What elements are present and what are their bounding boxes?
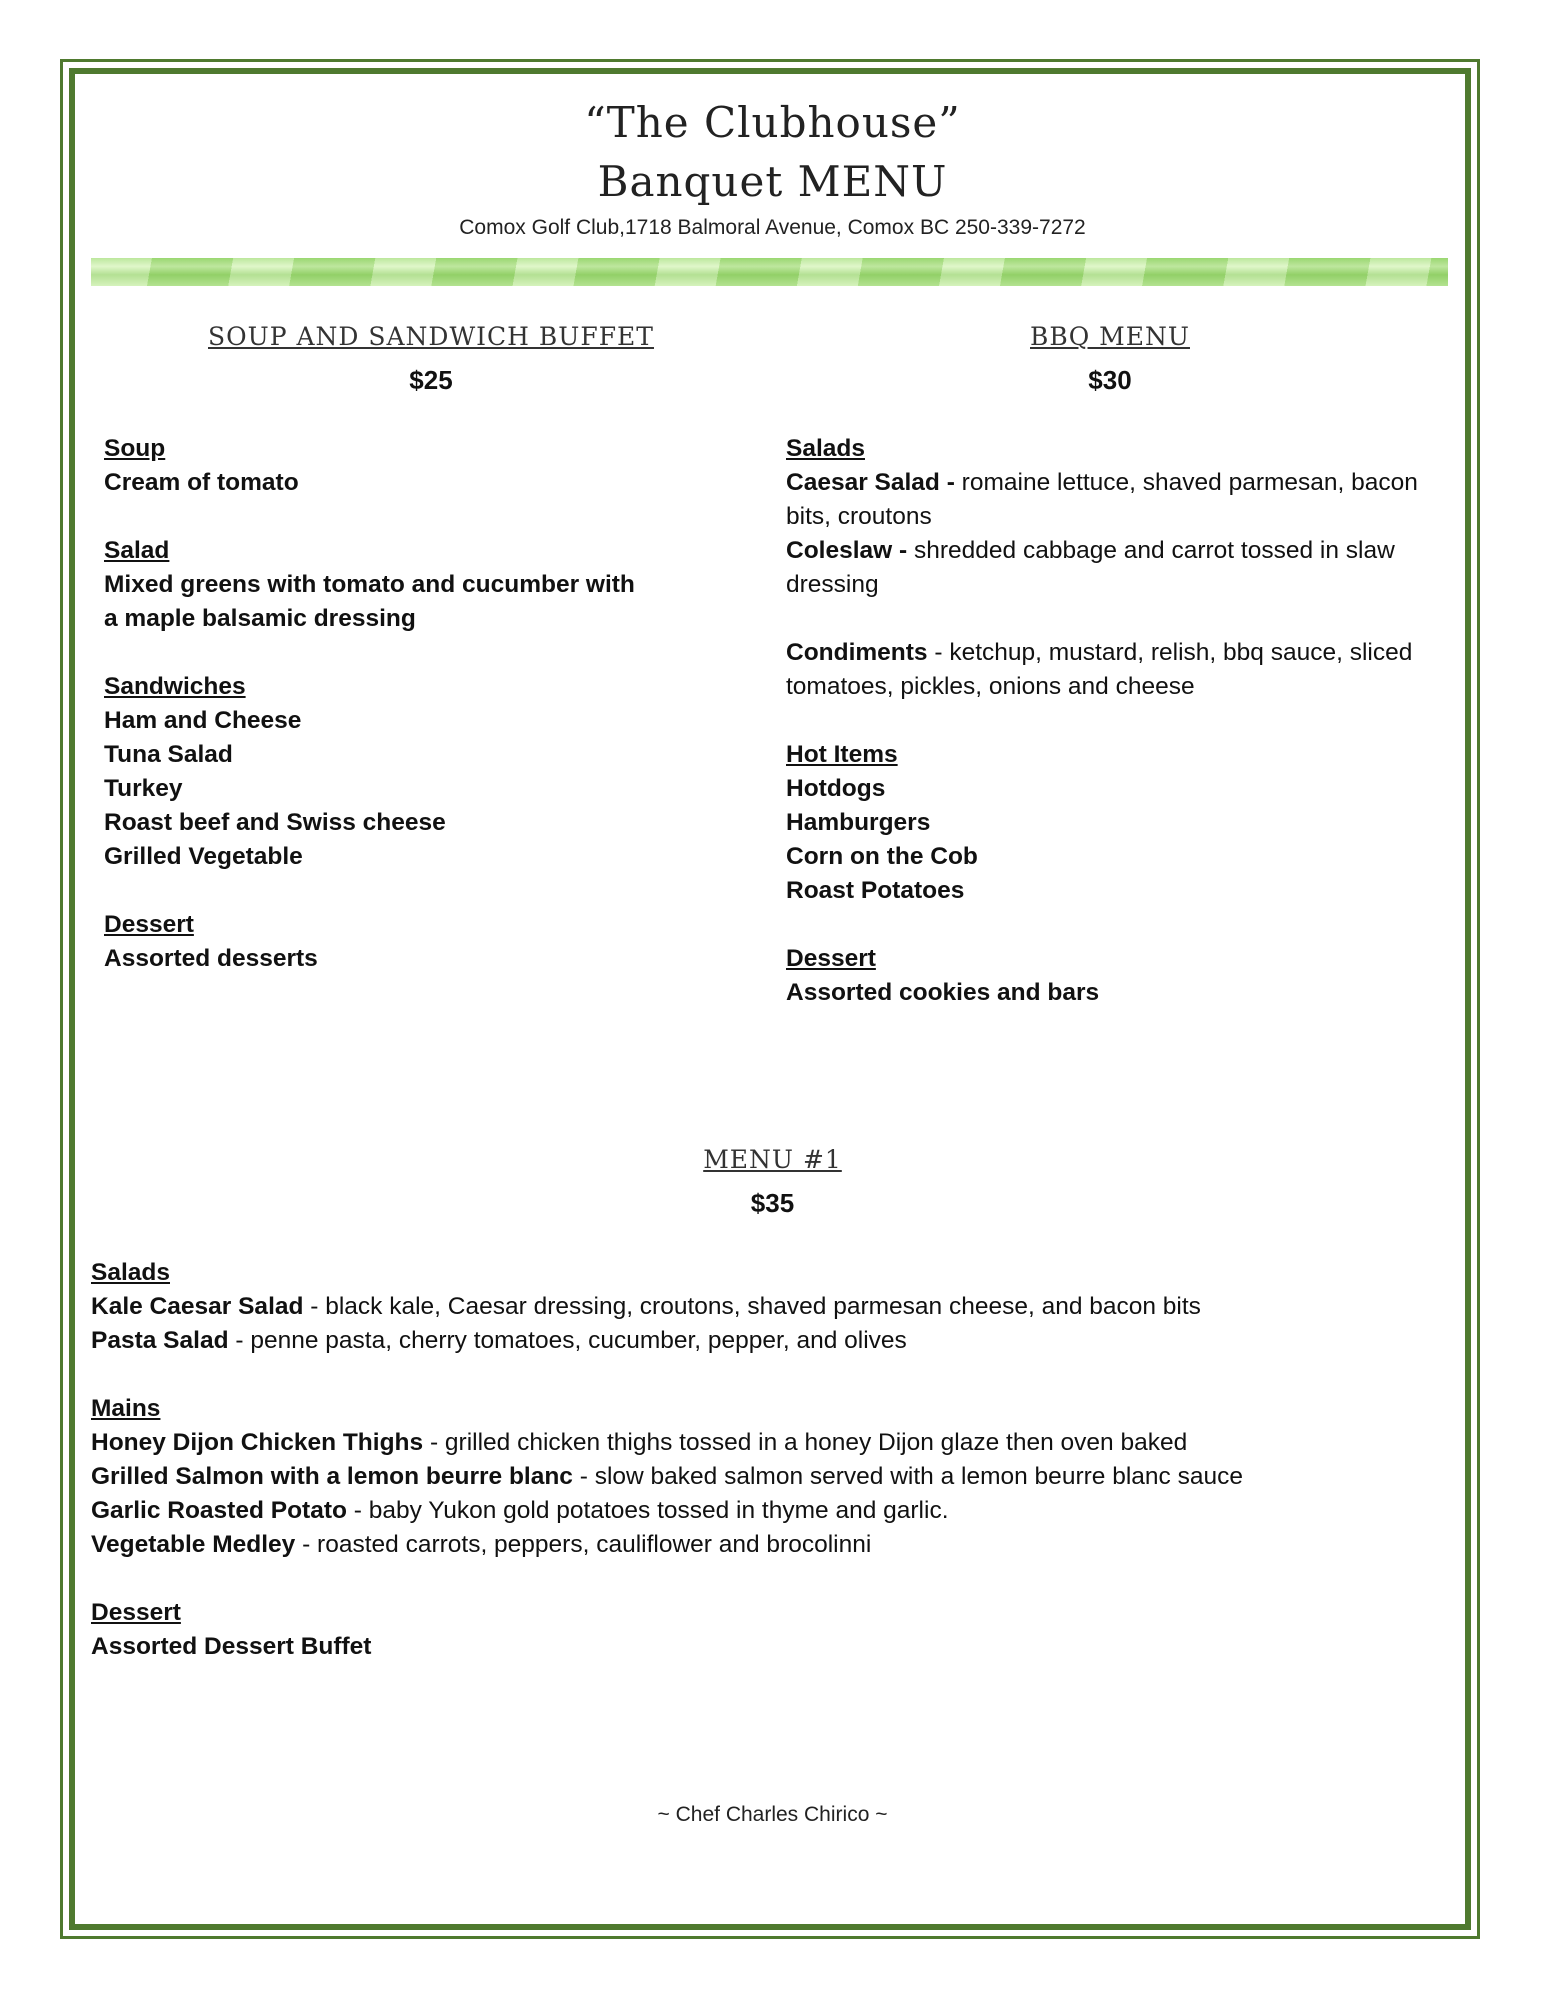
hot-items-heading: Hot Items	[786, 741, 898, 768]
bbq-list	[786, 432, 1446, 1010]
list-item: Coleslaw - shredded cabbage and carrot tossed in slaw	[786, 537, 1395, 564]
list-item: Corn on the Cob	[786, 843, 978, 870]
salad-heading: Salad	[104, 537, 170, 564]
menu1-salads-heading: Salads	[91, 1259, 170, 1286]
soup-buffet-heading: SOUP AND SANDWICH BUFFET	[208, 322, 654, 351]
bbq-salads-heading: Salads	[786, 435, 865, 462]
soup-buffet-list	[104, 432, 784, 976]
list-item: Roast beef and Swiss cheese	[104, 809, 446, 836]
menu1-dessert-heading: Dessert	[91, 1599, 181, 1626]
list-item: Turkey	[104, 775, 183, 802]
bbq-price: $30	[1088, 365, 1132, 395]
list-item-cont: bits, croutons	[786, 503, 932, 530]
sandwiches-heading: Sandwiches	[104, 673, 246, 700]
salad-line: a maple balsamic dressing	[104, 605, 416, 632]
list-item: Ham and Cheese	[104, 707, 302, 734]
bbq-heading: BBQ MENU	[1030, 322, 1190, 351]
menu-subtitle: Banquet MENU	[597, 157, 948, 206]
list-item: Vegetable Medley - roasted carrots, peppers, cauliflower and brocolinni	[91, 1531, 872, 1558]
soup-item: Cream of tomato	[104, 469, 299, 496]
dessert-item: Assorted Dessert Buffet	[91, 1633, 372, 1660]
list-item: Condiments - ketchup, mustard, relish, bbq sauce, sliced	[786, 639, 1413, 666]
list-item: Roast Potatoes	[786, 877, 965, 904]
soup-buffet-price: $25	[409, 365, 453, 395]
list-item-cont: dressing	[786, 571, 879, 598]
chef-signature: ~ Chef Charles Chirico ~	[657, 1803, 888, 1826]
dessert-item: Assorted desserts	[104, 945, 318, 972]
list-item: Kale Caesar Salad - black kale, Caesar dressing, croutons, shaved parmesan cheese, and bacon bits	[91, 1293, 1201, 1320]
list-item-cont: tomatoes, pickles, onions and cheese	[786, 673, 1195, 700]
list-item: Garlic Roasted Potato - baby Yukon gold potatoes tossed in thyme and garlic.	[91, 1497, 949, 1524]
list-item: Caesar Salad - romaine lettuce, shaved parmesan, bacon	[786, 469, 1418, 496]
menu1-list	[91, 1256, 1451, 1664]
list-item: Grilled Salmon with a lemon beurre blanc - slow baked salmon served with a lemon beurre blanc sauce	[91, 1463, 1243, 1490]
club-address: Comox Golf Club,1718 Balmoral Avenue, Comox BC 250-339-7272	[459, 216, 1086, 239]
dessert-heading: Dessert	[104, 911, 194, 938]
list-item: Tuna Salad	[104, 741, 233, 768]
list-item: Hamburgers	[786, 809, 931, 836]
menu-title: “The Clubhouse”	[584, 98, 961, 147]
decorative-banner	[91, 258, 1448, 286]
list-item: Pasta Salad - penne pasta, cherry tomatoes, cucumber, pepper, and olives	[91, 1327, 907, 1354]
soup-heading: Soup	[104, 435, 166, 462]
list-item: Hotdogs	[786, 775, 886, 802]
dessert-item: Assorted cookies and bars	[786, 979, 1100, 1006]
salad-line: Mixed greens with tomato and cucumber with	[104, 571, 635, 598]
bbq-dessert-heading: Dessert	[786, 945, 876, 972]
list-item: Grilled Vegetable	[104, 843, 303, 870]
menu1-price: $35	[750, 1188, 795, 1218]
menu1-heading: MENU #1	[703, 1145, 842, 1174]
mains-heading: Mains	[91, 1395, 161, 1422]
list-item: Honey Dijon Chicken Thighs - grilled chicken thighs tossed in a honey Dijon glaze then oven baked	[91, 1429, 1188, 1456]
